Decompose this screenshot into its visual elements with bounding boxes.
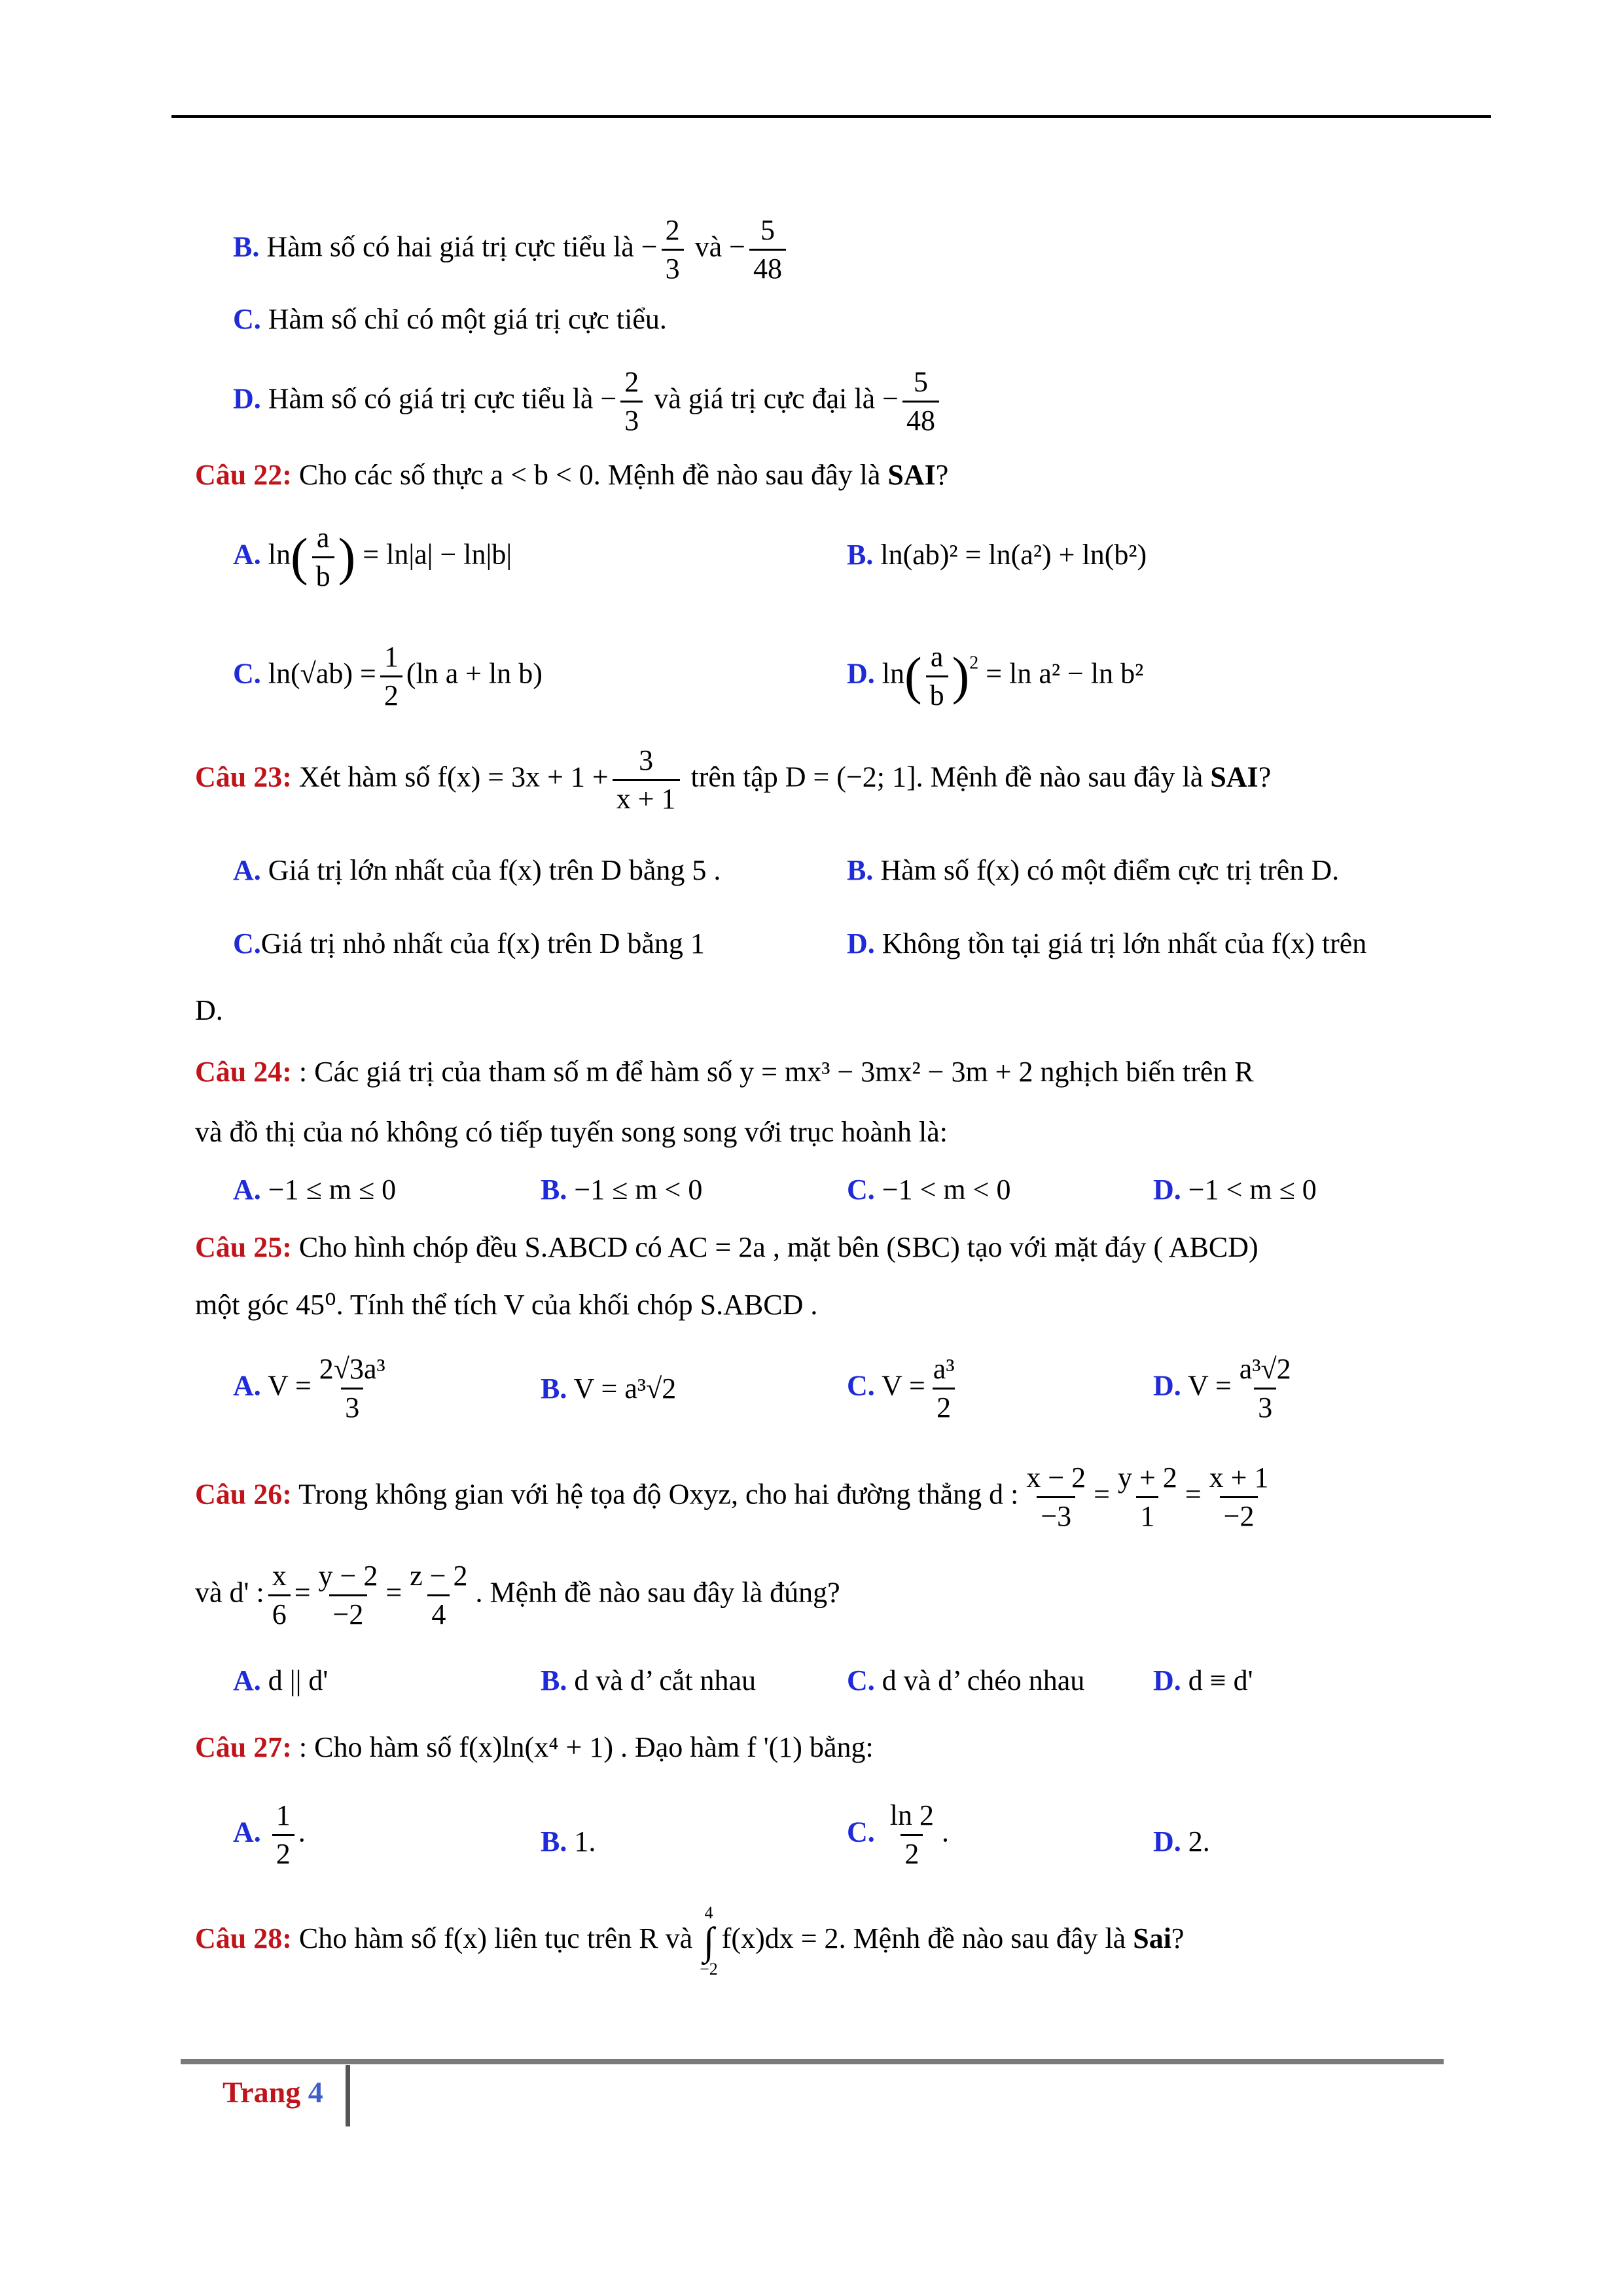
question-28: Câu 28: Cho hàm số f(x) liên tục trên R và 4 ∫ −2 f(x)dx = 2. Mệnh đề nào sau đây là Sai? <box>195 1903 1185 1979</box>
q23-option-c: C.Giá trị nhỏ nhất của f(x) trên D bằng 1 <box>233 927 705 960</box>
q25-option-d: D. V = $\frac{\text{a³√2}}{3}$ <box>1153 1353 1291 1424</box>
q24-option-c: C. −1 < m < 0 <box>847 1174 1011 1206</box>
fraction: $\frac{5}{48}$ <box>749 216 786 283</box>
q27-option-d: D. 2. <box>1153 1825 1210 1857</box>
q26-option-d: D. d ≡ d' <box>1153 1664 1253 1696</box>
q22-option-c: C. ln(√ab) = $\frac{1}{2}$ (ln a + ln b) <box>233 641 543 711</box>
q22-option-b: B. ln(ab)² = ln(a²) + ln(b²) <box>847 539 1147 571</box>
q25-option-b: B. V = a³√2 <box>541 1372 677 1405</box>
header-rule <box>171 115 1491 118</box>
q25-option-c: C. V = $\frac{\text{a³}}{2}$ <box>847 1353 955 1424</box>
question-26-line2: và d' : $\frac{x}{6}$ = $\frac{y - 2}{-2}$ = $\frac{z - 2}{4}$ . Mệnh đề nào sau đây là đúng? <box>195 1560 840 1630</box>
question-25-line2: một góc 45⁰. Tính thể tích V của khối chóp S.ABCD . <box>195 1289 818 1321</box>
q25-option-a: A. V = $\frac{\text{2√3a³}}{3}$ <box>233 1353 385 1424</box>
page-footer: Trang 4 <box>223 2075 323 2109</box>
q26-option-a: A. d || d' <box>233 1664 329 1696</box>
q26-option-c: C. d và d’ chéo nhau <box>847 1664 1085 1696</box>
page-number: 4 <box>308 2075 323 2109</box>
q27-option-b: B. 1. <box>541 1825 596 1857</box>
q26-option-b: B. d và d’ cắt nhau <box>541 1664 757 1696</box>
question-27: Câu 27: : Cho hàm số f(x)ln(x⁴ + 1) . Đạo hàm f '(1) bằng: <box>195 1731 874 1763</box>
q22-option-d: D. ln( $\frac{a}{b}$ )$^2$ = ln a² − ln b² <box>847 641 1144 711</box>
question-22: Câu 22: Cho các số thực a < b < 0. Mệnh đề nào sau đây là SAI? <box>195 459 949 491</box>
question-23: Câu 23: Xét hàm số f(x) = 3x + 1 + $\frac{3}{x + 1}$ trên tập D = (−2; 1]. Mệnh đề nào sau đây là SAI? <box>195 744 1272 815</box>
q27-option-a: A. $\frac{1}{2}$ . <box>233 1799 306 1870</box>
question-25: Câu 25: Cho hình chóp đều S.ABCD có AC = 2a , mặt bên (SBC) tạo với mặt đáy ( ABCD) <box>195 1231 1258 1263</box>
footer-divider <box>346 2065 350 2126</box>
q27-option-c: C. $\frac{\ln 2}{2}$ . <box>847 1799 950 1870</box>
q23-option-a: A. Giá trị lớn nhất của f(x) trên D bằng 5 . <box>233 854 721 886</box>
question-24-line2: và đồ thị của nó không có tiếp tuyến song song với trục hoành là: <box>195 1116 948 1148</box>
q21-option-b: B. Hàm số có hai giá trị cực tiểu là − $\frac{2}{3}$ và − $\frac{5}{48}$ <box>233 216 790 283</box>
q24-option-b: B. −1 ≤ m < 0 <box>541 1174 703 1206</box>
fraction: $\frac{2}{3}$ <box>662 216 684 283</box>
q22-option-a: A. ln( $\frac{a}{b}$ ) = ln|a| − ln|b| <box>233 522 512 592</box>
question-24: Câu 24: : Các giá trị của tham số m để hàm số y = mx³ − 3mx² − 3m + 2 nghịch biến trên R <box>195 1056 1254 1088</box>
q23-option-d: D. Không tồn tại giá trị lớn nhất của f(x) trên <box>847 927 1367 960</box>
q23-option-b: B. Hàm số f(x) có một điểm cực trị trên D. <box>847 854 1340 886</box>
q21-option-c: C. Hàm số chỉ có một giá trị cực tiểu. <box>233 303 667 335</box>
footer-rule <box>181 2059 1444 2064</box>
q24-option-a: A. −1 ≤ m ≤ 0 <box>233 1174 397 1206</box>
q24-option-d: D. −1 < m ≤ 0 <box>1153 1174 1317 1206</box>
q23-option-d-wrap: D. <box>195 994 223 1026</box>
q21-option-d: D. Hàm số có giá trị cực tiểu là − $\frac{2}{3}$ và giá trị cực đại là − $\frac{5}{48}$ <box>233 368 943 435</box>
question-26: Câu 26: Trong không gian với hệ tọa độ Oxyz, cho hai đường thẳng d : $\frac{x - 2}{-3}$ = $\frac{y + 2}{1}$ = $\frac{x + 1}{-2}$ <box>195 1462 1269 1532</box>
integral-sign: 4 ∫ −2 <box>700 1903 718 1979</box>
